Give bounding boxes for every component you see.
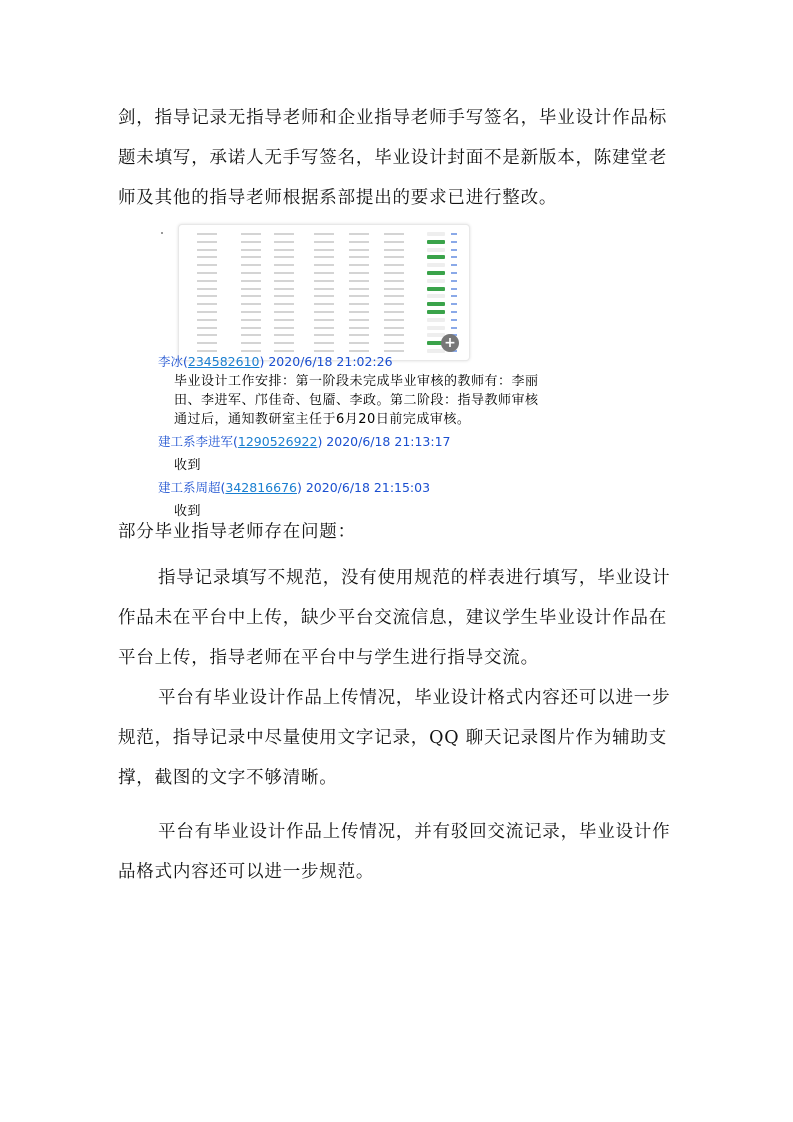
table-cell-placeholder: [241, 272, 261, 274]
table-cell-placeholder: [241, 256, 261, 258]
table-cell-placeholder: [274, 334, 294, 336]
table-cell-placeholder: [314, 249, 334, 251]
chat-message-body: [158, 372, 539, 429]
table-cell-placeholder: [197, 334, 217, 336]
status-button: [427, 240, 445, 244]
table-cell-placeholder: [274, 327, 294, 329]
table-cell-placeholder: [314, 256, 334, 258]
status-button: [427, 271, 445, 275]
table-row: [179, 262, 469, 269]
chat-line: 田、李进军、邝佳奇、包靥、李政。第二阶段：指导教师审核: [174, 393, 539, 408]
table-cell-placeholder: [314, 233, 334, 235]
table-cell-placeholder: [274, 280, 294, 282]
status-button: [427, 279, 445, 283]
text-line: 平台上传，指导老师在平台中与学生进行指导交流。: [118, 648, 539, 668]
table-cell-placeholder: [241, 342, 261, 344]
submission-table-thumbnail: [178, 224, 470, 361]
table-cell-placeholder: [349, 272, 369, 274]
table-cell-placeholder: [197, 280, 217, 282]
table-cell-placeholder: [241, 288, 261, 290]
table-cell-placeholder: [314, 295, 334, 297]
table-cell-placeholder: [274, 264, 294, 266]
table-cell-placeholder: [314, 241, 334, 243]
table-cell-placeholder: [384, 264, 404, 266]
table-cell-placeholder: [314, 280, 334, 282]
table-cell-placeholder: [384, 319, 404, 321]
table-cell-placeholder: [384, 311, 404, 313]
sender-name: 建工系李进军: [158, 434, 234, 449]
paragraph-1: [118, 558, 688, 678]
table-cell-placeholder: [197, 264, 217, 266]
table-row: [179, 278, 469, 285]
text-line: 平台有毕业设计作品上传情况，毕业设计格式内容还可以进一步: [158, 688, 671, 708]
text-line: 部分毕业指导老师存在问题：: [118, 522, 356, 542]
table-cell-placeholder: [314, 272, 334, 274]
message-time: 2020/6/18 21:13:17: [326, 434, 451, 449]
table-cell-placeholder: [274, 272, 294, 274]
table-cell-placeholder: [349, 334, 369, 336]
table-row: [179, 309, 469, 316]
text-line: 平台有毕业设计作品上传情况，并有驳回交流记录，毕业设计作: [158, 822, 671, 842]
table-cell-placeholder: [349, 280, 369, 282]
table-row: [179, 293, 469, 300]
message-time: 2020/6/18 21:02:26: [268, 354, 393, 369]
table-cell-placeholder: [241, 249, 261, 251]
text-line: 作品未在平台中上传，缺少平台交流信息，建议学生毕业设计作品在: [118, 608, 667, 628]
row-link: [451, 319, 457, 321]
status-button: [427, 294, 445, 298]
bullet-dot: [161, 232, 163, 234]
table-cell-placeholder: [241, 334, 261, 336]
table-cell-placeholder: [241, 295, 261, 297]
table-row: [179, 239, 469, 246]
table-cell-placeholder: [197, 272, 217, 274]
text-line: 指导记录填写不规范，没有使用规范的样表进行填写，毕业设计: [158, 568, 671, 588]
table-row: [179, 317, 469, 324]
table-cell-placeholder: [197, 295, 217, 297]
table-cell-placeholder: [384, 342, 404, 344]
table-cell-placeholder: [197, 319, 217, 321]
table-cell-placeholder: [314, 319, 334, 321]
table-cell-placeholder: [274, 249, 294, 251]
table-row: [179, 286, 469, 293]
sender-name: 李冰: [158, 354, 184, 369]
status-button: [427, 248, 445, 252]
row-link: [451, 327, 457, 329]
status-button: [427, 232, 445, 236]
chat-message-header: 建工系周超(342816676) 2020/6/18 21:15:03: [158, 480, 431, 495]
intro-paragraph: [118, 98, 688, 218]
table-cell-placeholder: [314, 327, 334, 329]
table-cell-placeholder: [274, 288, 294, 290]
table-cell-placeholder: [314, 334, 334, 336]
table-cell-placeholder: [349, 264, 369, 266]
table-cell-placeholder: [274, 241, 294, 243]
table-cell-placeholder: [349, 233, 369, 235]
table-cell-placeholder: [349, 327, 369, 329]
text-line: 剑，指导记录无指导老师和企业指导老师手写签名，毕业设计作品标: [118, 108, 667, 128]
table-cell-placeholder: [384, 280, 404, 282]
row-link: [451, 311, 457, 313]
row-link: [451, 249, 457, 251]
status-button: [427, 302, 445, 306]
table-row: [179, 340, 469, 347]
row-link: [451, 272, 457, 274]
table-row: [179, 231, 469, 238]
table-cell-placeholder: [274, 256, 294, 258]
table-cell-placeholder: [197, 241, 217, 243]
table-cell-placeholder: [274, 311, 294, 313]
table-cell-placeholder: [349, 319, 369, 321]
row-link: [451, 288, 457, 290]
chat-message-header: 李冰(234582610) 2020/6/18 21:02:26: [158, 354, 393, 369]
table-cell-placeholder: [197, 288, 217, 290]
table-cell-placeholder: [241, 319, 261, 321]
table-cell-placeholder: [197, 327, 217, 329]
table-cell-placeholder: [197, 233, 217, 235]
row-link: [451, 280, 457, 282]
row-link: [451, 295, 457, 297]
status-button: [427, 287, 445, 291]
table-cell-placeholder: [349, 288, 369, 290]
text-line: 题未填写，承诺人无手写签名，毕业设计封面不是新版本，陈建堂老: [118, 148, 667, 168]
row-link: [451, 256, 457, 258]
row-link: [451, 303, 457, 305]
sender-name: 建工系周超: [158, 480, 221, 495]
status-button: [427, 318, 445, 322]
table-cell-placeholder: [241, 264, 261, 266]
paragraph-2: [118, 678, 688, 798]
table-cell-placeholder: [384, 288, 404, 290]
table-cell-placeholder: [274, 342, 294, 344]
table-cell-placeholder: [241, 241, 261, 243]
table-cell-placeholder: [197, 342, 217, 344]
table-cell-placeholder: [274, 303, 294, 305]
table-cell-placeholder: [274, 295, 294, 297]
status-button: [427, 310, 445, 314]
chat-message-header: 建工系李进军(1290526922) 2020/6/18 21:13:17: [158, 434, 451, 449]
table-cell-placeholder: [314, 303, 334, 305]
table-cell-placeholder: [241, 327, 261, 329]
table-row: [179, 332, 469, 339]
table-cell-placeholder: [314, 288, 334, 290]
qq-number-link[interactable]: 342816676: [225, 480, 297, 495]
chat-line: 收到: [174, 458, 202, 473]
table-cell-placeholder: [349, 295, 369, 297]
table-cell-placeholder: [384, 241, 404, 243]
qq-number-link[interactable]: 1290526922: [237, 434, 318, 449]
qq-number-link[interactable]: 234582610: [187, 354, 260, 369]
table-cell-placeholder: [274, 319, 294, 321]
table-cell-placeholder: [197, 303, 217, 305]
table-row: [179, 254, 469, 261]
table-cell-placeholder: [384, 256, 404, 258]
text-line: 规范，指导记录中尽量使用文字记录，QQ 聊天记录图片作为辅助支: [118, 728, 668, 748]
table-cell-placeholder: [314, 342, 334, 344]
chat-message: [158, 352, 539, 429]
table-cell-placeholder: [241, 303, 261, 305]
status-button: [427, 326, 445, 330]
table-cell-placeholder: [384, 272, 404, 274]
table-row: [179, 301, 469, 308]
table-cell-placeholder: [274, 233, 294, 235]
text-line: 品格式内容还可以进一步规范。: [118, 862, 375, 882]
chat-message: [158, 432, 451, 475]
text-line: 师及其他的指导老师根据系部提出的要求已进行整改。: [118, 188, 558, 208]
table-cell-placeholder: [384, 303, 404, 305]
chat-line: 毕业设计工作安排：第一阶段未完成毕业审核的教师有：李丽: [174, 374, 539, 389]
table-cell-placeholder: [314, 311, 334, 313]
status-button: [427, 255, 445, 259]
row-link: [451, 264, 457, 266]
table-row: [179, 325, 469, 332]
table-cell-placeholder: [384, 233, 404, 235]
table-cell-placeholder: [314, 264, 334, 266]
paragraph-3: [118, 812, 688, 892]
chat-line: 通过后，通知教研室主任于6月20日前完成审核。: [174, 412, 471, 427]
table-cell-placeholder: [349, 303, 369, 305]
table-cell-placeholder: [349, 311, 369, 313]
message-time: 2020/6/18 21:15:03: [305, 480, 431, 495]
chat-message-body: [158, 456, 451, 475]
status-button: [427, 263, 445, 267]
table-cell-placeholder: [349, 241, 369, 243]
table-cell-placeholder: [384, 295, 404, 297]
row-link: [451, 241, 457, 243]
problems-heading: [118, 512, 688, 552]
table-cell-placeholder: [241, 280, 261, 282]
table-cell-placeholder: [349, 249, 369, 251]
embedded-screenshot: [158, 216, 539, 519]
table-row: [179, 247, 469, 254]
table-row: [179, 270, 469, 277]
zoom-in-icon: +: [441, 334, 459, 352]
text-line: 撑，截图的文字不够清晰。: [118, 768, 338, 788]
table-cell-placeholder: [384, 249, 404, 251]
row-link: [451, 233, 457, 235]
table-cell-placeholder: [349, 342, 369, 344]
table-cell-placeholder: [349, 256, 369, 258]
table-cell-placeholder: [241, 233, 261, 235]
table-cell-placeholder: [197, 249, 217, 251]
table-cell-placeholder: [197, 311, 217, 313]
table-cell-placeholder: [197, 256, 217, 258]
chat-line: 收到: [174, 504, 202, 519]
table-cell-placeholder: [241, 311, 261, 313]
table-cell-placeholder: [384, 327, 404, 329]
table-cell-placeholder: [384, 334, 404, 336]
